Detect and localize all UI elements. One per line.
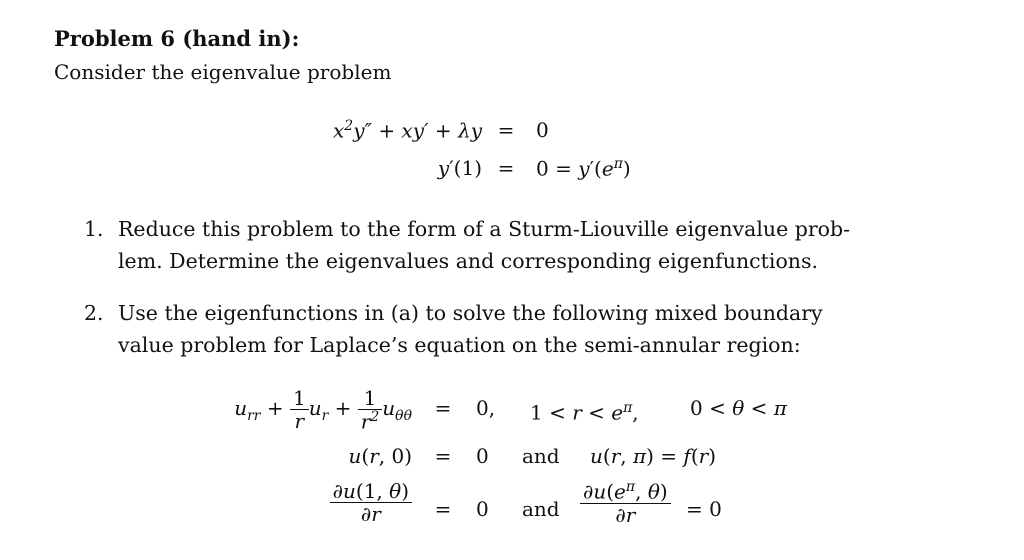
equals-sign: = bbox=[434, 497, 452, 521]
neumann-lhs: $\frac{\partial u(1, \theta)}{\partial r}$ bbox=[330, 480, 412, 525]
problem-intro: Consider the eigenvalue problem bbox=[54, 60, 392, 84]
dirichlet-lhs: u(r, 0) bbox=[348, 444, 412, 468]
eigen-ode-rhs: 0 bbox=[536, 118, 549, 142]
dirichlet-rhs: 0 bbox=[476, 444, 489, 468]
equals-sign: = bbox=[497, 118, 515, 142]
neumann-condition-2: $\frac{\partial u(e^\pi, \theta)}{\partial r}$ bbox=[580, 480, 671, 526]
list-item-number: 1. bbox=[84, 217, 104, 241]
list-item-text-line-2: value problem for Laplace’s equation on the semi-annular region: bbox=[118, 333, 801, 357]
neumann-condition-2-rhs: = 0 bbox=[686, 497, 722, 521]
radial-range: $1 < r < e^\pi$, bbox=[530, 400, 639, 425]
equals-sign: = bbox=[434, 444, 452, 468]
list-item-number: 2. bbox=[84, 301, 104, 325]
list-item-text-line-2: lem. Determine the eigenvalues and corresponding eigenfunctions. bbox=[118, 249, 819, 273]
list-item-text-line-1: Use the eigenfunctions in (a) to solve the following mixed boundary bbox=[118, 301, 823, 325]
neumann-rhs: 0 bbox=[476, 497, 489, 521]
list-item-text-line-1: Reduce this problem to the form of a Sturm-Liouville eigenvalue prob- bbox=[118, 217, 851, 241]
connector-and: and bbox=[522, 444, 560, 468]
laplace-equation-rhs: 0, bbox=[476, 396, 496, 420]
equals-sign: = bbox=[497, 156, 515, 180]
connector-and: and bbox=[522, 497, 560, 521]
eigen-ode-lhs: $x^2y'' + xy' + \lambda y$ bbox=[332, 118, 482, 143]
laplace-equation-row bbox=[0, 382, 1024, 434]
boundary-condition-rhs: $0 = y'(e^\pi)$ bbox=[536, 156, 631, 181]
laplace-equation-lhs: $u_{rr}$ + $\frac{1}{r}$ $u_r$ + $\frac{1}{r^2}$ $u_{\theta\theta}$ bbox=[234, 385, 412, 434]
boundary-condition-lhs: y′(1) bbox=[437, 156, 482, 180]
angular-range: 0 < θ < π bbox=[690, 396, 787, 420]
equals-sign: = bbox=[434, 396, 452, 420]
neumann-condition-row bbox=[0, 480, 1024, 538]
problem-title: Problem 6 (hand in): bbox=[54, 26, 300, 51]
dirichlet-condition-2: u(r, π) = f(r) bbox=[590, 444, 717, 468]
